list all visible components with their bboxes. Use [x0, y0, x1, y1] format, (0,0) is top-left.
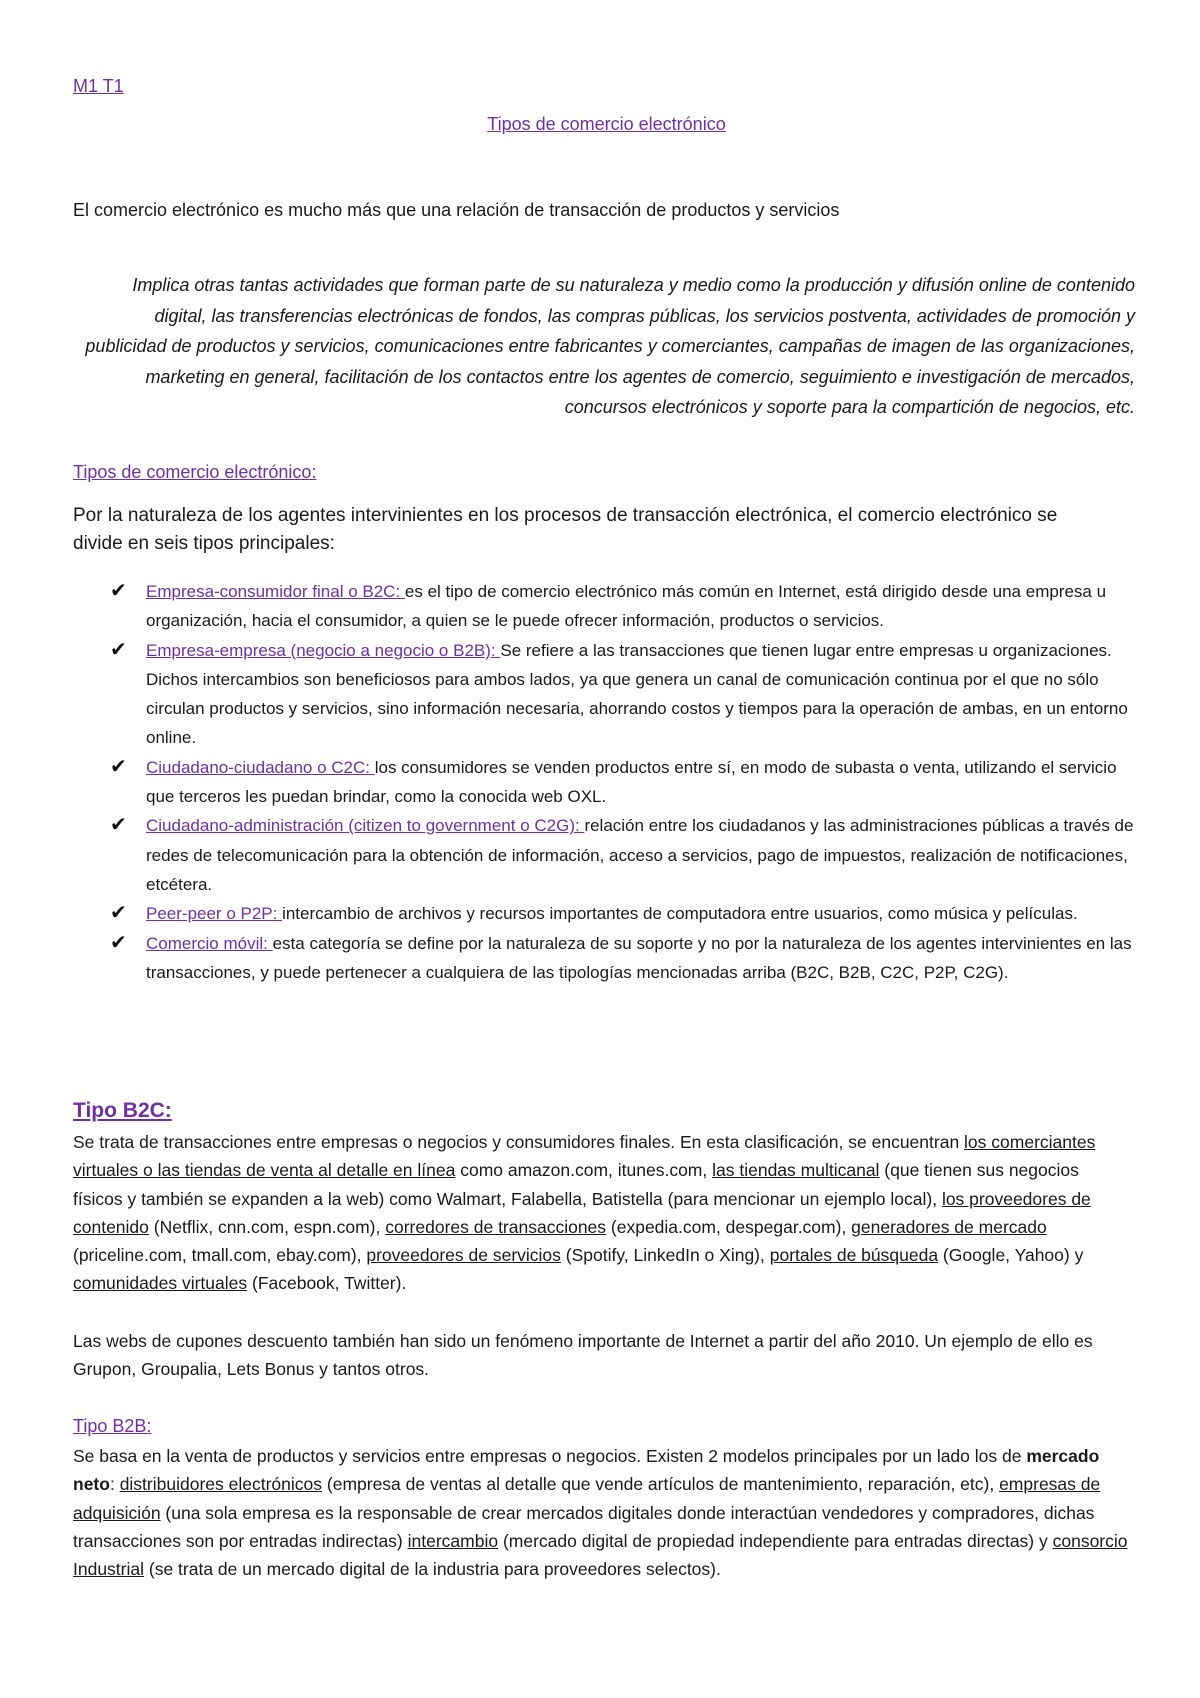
b2c-text: (Google, Yahoo) y: [938, 1245, 1084, 1266]
b2c-term: las tiendas multicanal: [712, 1160, 880, 1181]
types-list: [110, 577, 1140, 987]
b2b-text: (mercado digital de propiedad independiente para entradas directas) y: [498, 1530, 1053, 1551]
b2b-heading: Tipo B2B:: [73, 1416, 152, 1436]
b2b-term: distribuidores electrónicos: [119, 1474, 323, 1495]
module-code: M1 T1: [73, 76, 124, 96]
b2b-text: (se trata de un mercado digital de la industria para proveedores selectos).: [144, 1559, 721, 1580]
type-description: relación entre los ciudadanos y las administraciones públicas a través de redes de telecomunicación para la obtención de información, acceso a servicios, pago de impuestos, realización de notificaciones, etcétera.: [146, 816, 1134, 894]
list-item: [110, 811, 1140, 899]
b2c-text: (priceline.com, tmall.com, ebay.com),: [73, 1245, 367, 1266]
b2b-paragraph: [73, 1442, 1133, 1583]
checkmark-icon: ✔: [110, 638, 127, 661]
checkmark-icon: ✔: [110, 755, 127, 778]
b2c-term: los proveedores de contenido: [73, 1188, 1091, 1237]
b2b-term: intercambio: [407, 1530, 499, 1551]
b2c-term: generadores de mercado: [851, 1216, 1047, 1237]
list-item: [110, 899, 1140, 928]
list-item: [110, 753, 1140, 812]
checkmark-icon: ✔: [110, 580, 127, 602]
b2b-term: empresas de adquisición: [73, 1474, 1101, 1523]
intro-italic-paragraph: Implica otras tantas actividades que forman parte de su naturaleza y medio como la producción y difusión online de contenido digital, las transferencias electrónicas de fondos, las compras públicas, los servicios postventa, actividades de promoción y publicidad de productos y servicios, comunicaciones entre fabricantes y comerciantes, campañas de imagen de las organizaciones, marketing en general, facilitación de los contactos entre los agentes de comercio, seguimiento e investigación de mercados, concursos electrónicos y soporte para la compartición de negocios, etc.: [85, 275, 1135, 417]
page-title: Tipos de comercio electrónico: [487, 114, 726, 134]
b2c-heading: Tipo B2C:: [73, 1099, 172, 1122]
b2c-coupons-paragraph: Las webs de cupones descuento también han sido un fenómeno importante de Internet a partir del año 2010. Un ejemplo de ello es Grupon, Groupalia, Lets Bonus y tantos otros.: [73, 1331, 1093, 1380]
b2b-text: :: [109, 1474, 120, 1495]
b2c-text: (expedia.com, despegar.com),: [606, 1216, 852, 1237]
b2c-text: Se trata de transacciones entre empresas o negocios y consumidores finales. En esta clasificación, se encuentran: [73, 1132, 965, 1152]
b2b-term: consorcio Industrial: [73, 1530, 1128, 1580]
b2c-text: (Spotify, LinkedIn o Xing),: [560, 1245, 770, 1266]
b2c-term: corredores de transacciones: [385, 1216, 607, 1237]
type-description: Se refiere a las transacciones que tienen lugar entre empresas u organizaciones. Dichos intercambios son beneficiosos para ambos lados, ya que genera un canal de comunicación continua por el que no sólo circulan productos y servicios, sino información necesaria, ahorrando costos y tiempos para la operación de ambas, en un entorno online.: [146, 640, 1128, 748]
b2c-text: (Facebook, Twitter).: [247, 1273, 407, 1294]
type-description: los consumidores se venden productos entre sí, en modo de subasta o venta, utilizando el servicio que terceros les puedan brindar, como la conocida web OXL.: [146, 757, 1117, 807]
checkmark-icon: ✔: [110, 902, 127, 925]
b2c-text: (Netflix, cnn.com, espn.com),: [148, 1216, 386, 1237]
b2c-term: los comerciantes virtuales o las tiendas de venta al detalle en línea: [73, 1132, 1096, 1181]
b2b-text: Se basa en la venta de productos y servicios entre empresas o negocios. Existen 2 modelos principales por un lado los de: [73, 1446, 1027, 1466]
b2c-paragraph: [73, 1128, 1133, 1298]
type-description: es el tipo de comercio electrónico más común en Internet, está dirigido desde una empresa u organización, hacia el consumidor, a quien se le puede ofrecer información, productos o servicios.: [146, 582, 1107, 631]
list-item: [110, 636, 1140, 753]
b2c-term: portales de búsqueda: [769, 1245, 939, 1266]
b2c-text: como amazon.com, itunes.com,: [455, 1160, 713, 1181]
types-intro: Por la naturaleza de los agentes intervinientes en los procesos de transacción electrónica, el comercio electrónico se divide en seis tipos principales:: [73, 505, 1058, 554]
b2c-term: comunidades virtuales: [73, 1273, 248, 1294]
type-term: Empresa-empresa (negocio a negocio o B2B):: [146, 640, 501, 660]
intro-lead: El comercio electrónico es mucho más que una relación de transacción de productos y servicios: [73, 200, 840, 220]
b2b-bold-term: mercado neto: [73, 1446, 1100, 1495]
checkmark-icon: ✔: [110, 931, 127, 954]
b2c-term: proveedores de servicios: [366, 1245, 561, 1266]
type-term: Empresa-consumidor final o B2C:: [146, 582, 405, 601]
type-description: esta categoría se define por la naturaleza de su soporte y no por la naturaleza de los agentes intervinientes en las transacciones, y puede pertenecer a cualquiera de las tipologías mencionadas arriba (B2C, B2B, C2C, P2P, C2G).: [146, 933, 1132, 982]
type-term: Ciudadano-administración (citizen to government o C2G):: [146, 816, 585, 836]
b2b-text: (una sola empresa es la responsable de crear mercados digitales donde interactúan vendedores y compradores, dichas transacciones son por entradas indirectas): [73, 1502, 1095, 1551]
types-heading: Tipos de comercio electrónico:: [73, 462, 317, 482]
type-term: Ciudadano-ciudadano o C2C:: [146, 757, 375, 777]
type-term: Comercio móvil:: [146, 933, 273, 953]
b2b-text: (empresa de ventas al detalle que vende artículos de mantenimiento, reparación, etc),: [322, 1474, 1000, 1495]
type-term: Peer-peer o P2P:: [146, 904, 283, 924]
list-item: [110, 577, 1140, 636]
checkmark-icon: ✔: [110, 814, 127, 837]
list-item: [110, 929, 1140, 988]
b2c-text: (que tienen sus negocios físicos y también se expanden a la web) como Walmart, Falabella, Batistella (para mencionar un ejemplo local),: [73, 1160, 1079, 1209]
type-description: intercambio de archivos y recursos importantes de computadora entre usuarios, como música y películas.: [282, 904, 1078, 924]
